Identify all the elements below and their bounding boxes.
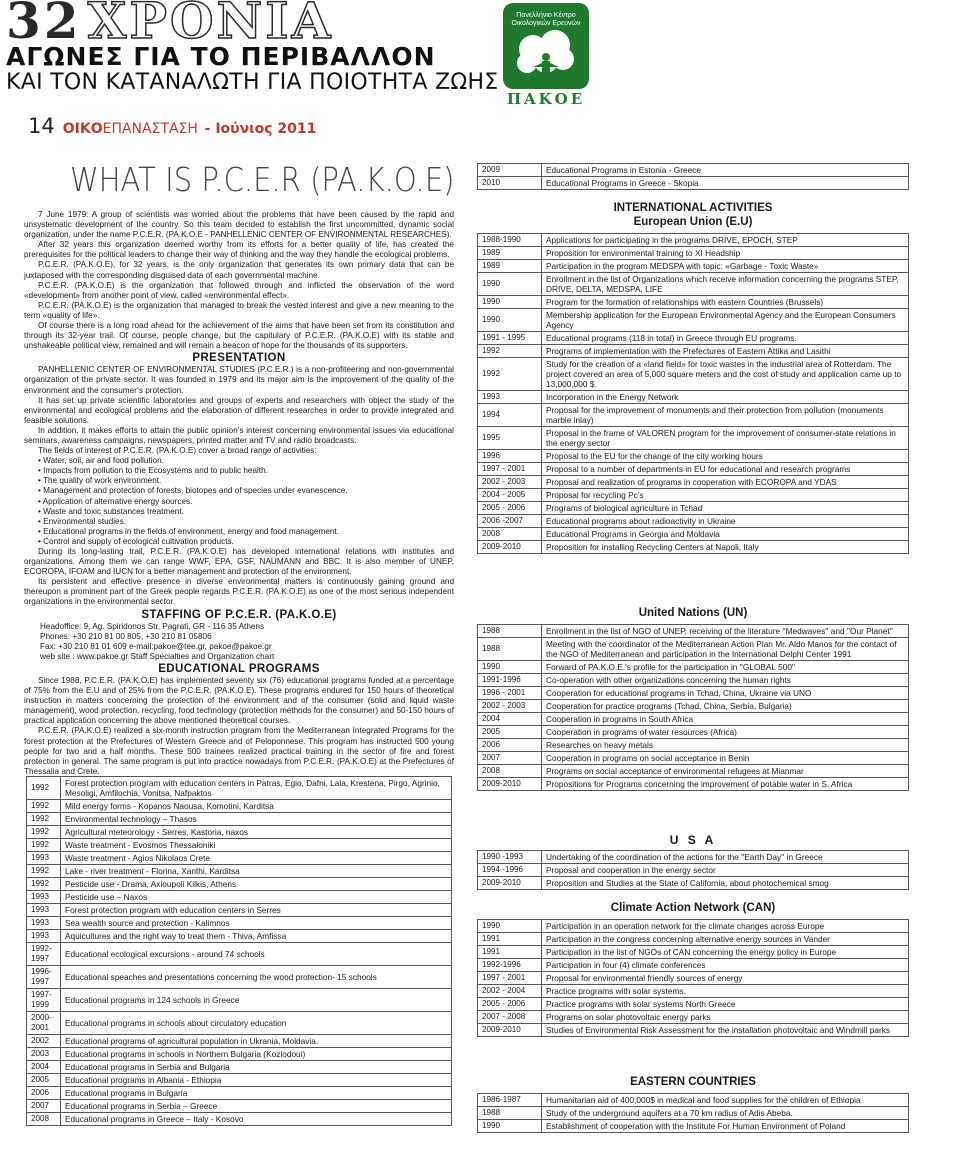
usa-heading: U S A [669, 833, 717, 847]
year-cell: 1990 [478, 1120, 542, 1133]
paragraph: In addition, it makes efforts to attain the public opinion’s interest concerning environmental issues via educational seminars, awareness campaigns, newspapers, printed matter and TV and radio broadcasts. [24, 425, 454, 445]
table-row [478, 1120, 909, 1133]
table-row [27, 852, 452, 865]
year-cell: 1990 [478, 309, 542, 332]
years-word: ΧΡΟΝΙΑ [87, 0, 334, 50]
year-cell: 1997-1999 [27, 989, 61, 1012]
bullet-item: • Waste and toxic substances treatment. [38, 506, 184, 516]
description-cell: Mild energy forms - Kopanos Naousa, Komotini, Karditsa [61, 800, 452, 813]
table-row [27, 917, 452, 930]
paragraph: Since 1988, P.C.E.R. (PA.K.O.E) has implemented seventy six (76) educational programs funded at a percentage of 75% from the E.U and of 25% from the P.C.E.R. (PA.K.O.E). These programs endured for 150 hours of theoretical instruction in matters concerning the protection of the environment and of the consumer (solid and liquid waste management), wood protection, recycling, food technology (protection methods for the consumer) and 50-150 hours of practical application concerning the above mentioned theoretical courses. [24, 675, 454, 726]
educational-programs-2009-table [477, 163, 909, 190]
year-cell: 1986-1987 [478, 1094, 542, 1107]
paragraph: After 32 years this organization deemed worthy from its efforts for a better quality of life, has created the prerequisites for the political leaders to change their way of thinking and the way they handle the ecological problems. [24, 240, 454, 260]
eu-activities-table [477, 233, 909, 554]
year-cell: 2009-2010 [478, 778, 542, 791]
year-cell: 1990 [478, 661, 542, 674]
year-cell: 1993 [478, 391, 542, 404]
issue-date: - Ιούνιος 2011 [204, 121, 317, 137]
bullet-item: • Environmental studies. [38, 516, 126, 526]
table-row [478, 345, 909, 358]
description-cell: Undertaking of the coordination of the actions for the ''Earth Day'' in Greece [542, 851, 909, 864]
year-cell: 2007 - 2008 [478, 1011, 542, 1024]
table-row [27, 1061, 452, 1074]
can-activities-table [477, 919, 909, 1037]
year-cell: 2007 [478, 752, 542, 765]
year-cell: 2005 - 2006 [478, 502, 542, 515]
table-row [478, 998, 909, 1011]
year-cell: 1997 - 2001 [478, 463, 542, 476]
description-cell: Humanitarian aid of 400,000$ in medical and food supplies for the children of Ethiopia [542, 1094, 909, 1107]
year-cell: 1989 [478, 247, 542, 260]
description-cell: Educational programs of agricultural population in Ukrania, Moldavia. [61, 1035, 452, 1048]
description-cell: Incorporation in the Energy Network [542, 391, 909, 404]
table-row [27, 943, 452, 966]
table-row [478, 713, 909, 726]
table-row [478, 234, 909, 247]
table-row [27, 1087, 452, 1100]
table-row [27, 930, 452, 943]
article-body [24, 210, 454, 777]
table-row [478, 625, 909, 638]
description-cell: Forest protection program with education centers in Serres [61, 904, 452, 917]
table-row [478, 877, 909, 890]
description-cell: Enrollment in the list of NGO of UNEP, receiving of the literature ''Medwaves'' and ''Our Planet'' [542, 625, 909, 638]
table-row [478, 752, 909, 765]
description-cell: Cooperation for practice programs (Tchad, China, Serbia, Bulgaria) [542, 700, 909, 713]
description-cell: Environmental technology – Thasos [61, 813, 452, 826]
eu-subheading: European Union (E.U) [633, 216, 753, 228]
paragraph: The fields of interest of P.C.E.R. (PA.K.O.E) cover a broad range of activities: [38, 446, 317, 456]
year-cell: 2004 [27, 1061, 61, 1074]
year-cell: 1992 [478, 358, 542, 391]
table-row [478, 1094, 909, 1107]
year-cell: 2009-2010 [478, 541, 542, 554]
eastern-activities-table [477, 1093, 909, 1133]
bullet-item: • Impacts from pollution to the Ecosystems and to public health. [38, 466, 268, 476]
description-cell: Meeting with the coordinator of the Mediterranean Action Plan Mr. Aldo Manos for the contact of the NGO of Mediterranean and participation in the International Delphi Center 1991 [542, 638, 909, 661]
table-row [27, 826, 452, 839]
anniversary-banner [6, 0, 334, 50]
table-row [478, 404, 909, 427]
bullet-item: • Application of alternative energy sources. [38, 496, 193, 506]
description-cell: Proposal to a number of departments in EU for educational and research programs [542, 463, 909, 476]
bullet-item: • Management and protection of forests, biotopes and of species under evanescence. [38, 486, 348, 496]
eastern-heading: EASTERN COUNTRIES [630, 1076, 756, 1088]
table-row [478, 273, 909, 296]
table-row [27, 878, 452, 891]
year-cell: 1991-1996 [478, 674, 542, 687]
year-cell: 2006 [478, 739, 542, 752]
educational-programs-table [26, 776, 452, 1126]
table-row [478, 946, 909, 959]
paragraph: Of course there is a long road ahead for the achievement of the aims that have been set from its constitution and through its 32-year trail. Of course, people change, but the capitulary of P.C.E.R. (PA.K.O.E) with its stable and unshakeable political view, remained and will remain a beacon of hope for the thousands of its supporters. [24, 321, 454, 351]
year-cell: 1990 [478, 296, 542, 309]
section-heading-presentation: PRESENTATION [192, 352, 286, 365]
description-cell: Participation in the program MEDSPA with topic: «Garbage - Toxic Waste» [542, 260, 909, 273]
header-slogan-1: ΑΓΩΝΕΣ ΓΙΑ ΤΟ ΠΕΡΙΒΑΛΛΟΝ [6, 42, 436, 71]
table-row [478, 260, 909, 273]
year-cell: 2002 - 2004 [478, 985, 542, 998]
description-cell: Proposal for the improvement of monuments and their protection from pollution (monuments marble inlay) [542, 404, 909, 427]
paragraph: P.C.E.R. (PA.K.O.E) is the organization that managed to break the vested interest and give a new meaning to the term «quality of life». [24, 300, 454, 320]
issue-line [28, 114, 316, 138]
year-cell: 2009-2010 [478, 1024, 542, 1037]
year-cell: 2006 -2007 [478, 515, 542, 528]
year-cell: 1992-1996 [478, 959, 542, 972]
description-cell: Practice programs with solar systems North Greece [542, 998, 909, 1011]
section-heading-staffing: STAFFING OF P.C.E.R. (PA.K.O.E) [141, 608, 337, 621]
year-cell: 1992 [478, 345, 542, 358]
description-cell: Establishment of cooperation with the Institute For Human Environment of Poland [542, 1120, 909, 1133]
table-row [478, 309, 909, 332]
description-cell: Applications for participating in the programs DRIVE, EPOCH, STEP [542, 234, 909, 247]
table-row [478, 933, 909, 946]
logo-name: ΠΑΚΟΕ [506, 90, 586, 108]
table-row [478, 332, 909, 345]
year-cell: 2005 [478, 726, 542, 739]
year-cell: 1992 [27, 813, 61, 826]
table-row [478, 450, 909, 463]
usa-activities-table [477, 850, 909, 890]
description-cell: Participation in an operation network for the climate changes across Europe [542, 920, 909, 933]
description-cell: Cooperation in programs of water resources (Africa) [542, 726, 909, 739]
year-cell: 1989 [478, 260, 542, 273]
year-cell: 2009-2010 [478, 877, 542, 890]
year-cell: 1997 - 2001 [478, 972, 542, 985]
description-cell: Educational programs in schools about circulatory education [61, 1012, 452, 1035]
description-cell: Researches on heavy metals [542, 739, 909, 752]
paragraph: During its long-lasting trail, P.C.E.R. (PA.K.O.E) has developed international relations with institutes and organizations. Among them we can range WWF, EPA, GSF, NAUMANN and BBC. It is also member of UNEP, ECOROPA, IFOAM and IUCN for a better management and protection of the environment. [24, 547, 454, 577]
year-cell: 2006 [27, 1087, 61, 1100]
bullet-item: • Control and supply of ecological cultivation products. [38, 536, 234, 546]
description-cell: Educational speaches and presentations concerning the wood protection- 15 schools [61, 966, 452, 989]
table-row [27, 1113, 452, 1126]
description-cell: Program for the formation of relationships with eastern Countries (Brussels) [542, 296, 909, 309]
table-row [27, 1100, 452, 1113]
year-cell: 1993 [27, 917, 61, 930]
table-row [478, 463, 909, 476]
year-cell: 1992 [27, 839, 61, 852]
description-cell: Participation in the congress concerning alternative energy sources in Vander [542, 933, 909, 946]
table-row [27, 1035, 452, 1048]
description-cell: Proposal in the frame of VALOREN program for the improvement of consumer-state relations in the energy sector [542, 427, 909, 450]
description-cell: Pesticide use - Drama, Axioupoli Kilkis, Athens [61, 878, 452, 891]
year-cell: 2000-2001 [27, 1012, 61, 1035]
table-row [27, 904, 452, 917]
description-cell: Practice programs with solar systems. [542, 985, 909, 998]
year-cell: 2008 [27, 1113, 61, 1126]
description-cell: Programs on social acceptance of environmental refugees at Mianmar [542, 765, 909, 778]
year-cell: 1991 - 1995 [478, 332, 542, 345]
table-row [27, 891, 452, 904]
year-cell: 1988 [478, 625, 542, 638]
table-row [478, 778, 909, 791]
table-row [478, 502, 909, 515]
intl-activities-heading: INTERNATIONAL ACTIVITIES [613, 202, 773, 214]
description-cell: Educational programs in 124 schools in Greece [61, 989, 452, 1012]
header-slogan-2: ΚΑΙ ΤΟΝ ΚΑΤΑΝΑΛΩΤΗ ΓΙΑ ΠΟΙΟΤΗΤΑ ΖΩΗΣ [6, 70, 499, 95]
paragraph: P.C.E.R. (PA.K.O.E) realized a six-month instruction program from the Mediterranean Integrated Programs for the forest protection at the Prefectures of Western Greece and of Peloponnese. This program has instructed 500 young people for two and a half months. These 500 trainees realized practical training in the sector of fire and forest protection in general. The same program is put into practice nowadays from P.C.E.R. (PA.K.O.E) at the Prefectures of Thessalia and Crete. [24, 726, 454, 776]
year-cell: 1992-1997 [27, 943, 61, 966]
contact-phones: Phones: +30 210 81 00 805, +30 210 81 05806 [40, 631, 212, 641]
logo-text: Πανελλήνιο Κέντρο Οικολογικών Ερευνών [511, 12, 581, 27]
year-cell: 1988 [478, 638, 542, 661]
paragraph: 7 June 1979: A group of scientists was worried about the problems that have been caused by the rapid and unsystematic development of the country. So this team decided to establish the first uncommitted, dynamic social organization, under the name P.C.E.R. (PA.K.O.E - PANHELLENIC CENTER OF ENVIRONMENTAL RESEARCHES). [24, 210, 454, 240]
description-cell: Educational Programs in Georgia and Moldavia [542, 528, 909, 541]
table-row [27, 813, 452, 826]
year-cell: 1992 [27, 826, 61, 839]
year-cell: 2007 [27, 1100, 61, 1113]
description-cell: Proposal and realization of programs in cooperation with ECOROPA and YDAS [542, 476, 909, 489]
year-cell: 1993 [27, 904, 61, 917]
year-cell: 1992 [27, 878, 61, 891]
table-row [478, 687, 909, 700]
year-cell: 1993 [27, 930, 61, 943]
un-activities-table [477, 624, 909, 791]
contact-website: web site : www.pakoe.gr Staff Specialties and Organization chart [40, 651, 275, 661]
logo-emblem [503, 3, 589, 89]
description-cell: Cooperation for educational programs in Tchad, China, Ukraine via UNO [542, 687, 909, 700]
year-cell: 1993 [27, 891, 61, 904]
table-row [478, 1011, 909, 1024]
description-cell: Educational programs in Greece – Italy - Kosovo [61, 1113, 452, 1126]
description-cell: Forest protection program with education centers in Patras, Egio, Dafni, Lala, Krestena, Pirgo, Agrinio, Mesoligi, Amfilochia, Vonitsa, Nafpaktos [61, 777, 452, 800]
year-cell: 2004 [478, 713, 542, 726]
year-cell: 2002 - 2003 [478, 476, 542, 489]
year-cell: 1991 [478, 933, 542, 946]
table-row [478, 177, 909, 190]
description-cell: Pesticide use – Naxos [61, 891, 452, 904]
contact-block [24, 622, 454, 662]
description-cell: Educational Programs in Estonia - Greece [542, 164, 909, 177]
year-cell: 1990 -1993 [478, 851, 542, 864]
table-row [478, 358, 909, 391]
description-cell: Educational ecological excursions - around 74 schools [61, 943, 452, 966]
description-cell: Studies of Environmental Risk Assessment for the installation photovoltaic and Windmill parks [542, 1024, 909, 1037]
table-row [27, 777, 452, 800]
description-cell: Membership application for the European Environmental Agency and the European Consumers Agency [542, 309, 909, 332]
year-cell: 1993 [27, 852, 61, 865]
table-row [478, 638, 909, 661]
description-cell: Proposal for recycling Pc’s [542, 489, 909, 502]
description-cell: Agricultural meteorology - Serres, Kastoria, naxos [61, 826, 452, 839]
year-cell: 1996 - 2001 [478, 687, 542, 700]
section-heading-educational: EDUCATIONAL PROGRAMS [158, 662, 320, 675]
description-cell: Proposition for installing Recycling Centers at Napoli, Italy [542, 541, 909, 554]
description-cell: Proposal and cooperation in the energy sector [542, 864, 909, 877]
article-title: WHAT IS P.C.E.R (PA.K.O.E) [70, 160, 455, 199]
description-cell: Proposition and Studies at the State of California, about photochemical smog [542, 877, 909, 890]
paragraph: P.C.E.R. (PA.K.O.E), for 32 years, is the only organization that generates its own primary data that can be juxtaposed with the corresponding disguised data of each governmental machine. [24, 260, 454, 280]
table-row [478, 959, 909, 972]
description-cell: Educational programs in Serbia and Bulgaria [61, 1061, 452, 1074]
year-cell: 1995 [478, 427, 542, 450]
table-row [478, 1024, 909, 1037]
description-cell: Waste treatment - Evosmos Thessaloniki [61, 839, 452, 852]
description-cell: Co-operation with other organizations concerning the human rights [542, 674, 909, 687]
year-cell: 2008 [478, 528, 542, 541]
contact-address: Headoffice: 9, Ag. Spiridonos Str, Pagrati, GR - 116 35 Athens [40, 621, 265, 631]
description-cell: Proposition for environmental training to XI Headship [542, 247, 909, 260]
description-cell: Participation in four (4) climate conferences [542, 959, 909, 972]
magazine-name-rest: ΕΠΑΝΑΣΤΑΣΗ [102, 121, 198, 137]
description-cell: Programs of implementation with the Prefectures of Eastern Attika and Lasithi [542, 345, 909, 358]
year-cell: 2008 [478, 765, 542, 778]
year-cell: 2010 [478, 177, 542, 190]
tree-icon [511, 27, 581, 87]
year-cell: 1988 [478, 1107, 542, 1120]
year-cell: 1996-1997 [27, 966, 61, 989]
table-row [27, 966, 452, 989]
description-cell: Propositions for Programs concerning the improvement of potable water in S. Africa [542, 778, 909, 791]
description-cell: Programs of biological agriculture in Tchad [542, 502, 909, 515]
description-cell: Cooperation in programs on social acceptance in Benin [542, 752, 909, 765]
page-header [0, 0, 960, 108]
table-row [27, 1012, 452, 1035]
paragraph: P.C.E.R. (PA.K.O.E) is the organization that followed through and inflicted the observation of the word «development» from another point of view, called «environmental effect». [24, 280, 454, 300]
year-cell: 2003 [27, 1048, 61, 1061]
description-cell: Study of the underground aquifers at a 70 km radius of Adis Abeba. [542, 1107, 909, 1120]
table-row [478, 1107, 909, 1120]
year-cell: 1992 [27, 865, 61, 878]
description-cell: Educational programs (118 in total) in Greece through EU programs. [542, 332, 909, 345]
table-row [478, 920, 909, 933]
year-cell: 1991 [478, 946, 542, 959]
description-cell: Educational programs about radioactivity in Ukraine [542, 515, 909, 528]
year-cell: 1990 [478, 920, 542, 933]
table-row [27, 800, 452, 813]
year-cell: 1994 -1996 [478, 864, 542, 877]
table-row [478, 247, 909, 260]
description-cell: Educational Programs in Greece - Skopia [542, 177, 909, 190]
description-cell: Educational programs in Serbia – Greece [61, 1100, 452, 1113]
year-cell: 1992 [27, 800, 61, 813]
description-cell: Proposal for environmental friendly sources of energy [542, 972, 909, 985]
page-number: 14 [28, 114, 55, 138]
table-row [478, 541, 909, 554]
description-cell: Study for the creation of a «land field» for toxic wastes in the industrial area of Rotterdam. The project covered an area of 5,000 square meters and the cost of study and application came up to 13,000,000 $. [542, 358, 909, 391]
table-row [478, 296, 909, 309]
year-cell: 1992 [27, 777, 61, 800]
paragraph: PANHELLENIC CENTER OF ENVIRONMENTAL STUDIES (P.C.E.R.) is a non-profiteering and non-governmental organization of the private sector. It was founded in 1979 and its major aim is the improvement of the quality of the environment and the consumer’s protection. [24, 365, 454, 395]
description-cell: Lake - river treatment - Florina, Xanthi, Karditsa [61, 865, 452, 878]
table-row [478, 739, 909, 752]
year-cell: 2002 - 2003 [478, 700, 542, 713]
table-row [478, 476, 909, 489]
description-cell: Participation in the list of NGOs of CAN concerning the energy policy in Europe [542, 946, 909, 959]
year-cell: 1994 [478, 404, 542, 427]
table-row [478, 661, 909, 674]
description-cell: Educational programs in schools in Northern Bulgaria (Kozlodoui) [61, 1048, 452, 1061]
table-row [478, 985, 909, 998]
contact-fax-email: Fax: +30 210 81 01 609 e-mail:pakoe@tee.gr, pakoe@pakoe.gr [40, 641, 272, 651]
table-row [478, 972, 909, 985]
table-row [478, 427, 909, 450]
description-cell: Enrollment in the list of Organizations which receive information concerning the programs STEP, DRIVE, DELTA, MEDSPA, LIFE [542, 273, 909, 296]
bullet-item: • Water, soil, air and food pollution. [38, 456, 164, 466]
magazine-name-bold: ΟΙΚΟ [62, 121, 103, 137]
table-row [27, 1074, 452, 1087]
table-row [27, 865, 452, 878]
un-heading: United Nations (UN) [638, 607, 748, 619]
table-row [478, 864, 909, 877]
year-cell: 2004 - 2005 [478, 489, 542, 502]
description-cell: Educational programs in Bulgaria [61, 1087, 452, 1100]
table-row [478, 489, 909, 502]
table-row [478, 765, 909, 778]
paragraph: It has set up private scientific laboratories and groups of experts and researchers with object the study of the environmental and ecological problems and the elaboration of different researches in order to provide integrated and feasible solutions. [24, 395, 454, 425]
year-cell: 2005 [27, 1074, 61, 1087]
table-row [478, 391, 909, 404]
table-row [478, 515, 909, 528]
table-row [478, 674, 909, 687]
description-cell: Sea wealth source and protection - Kalimnos [61, 917, 452, 930]
paragraph: Its persistent and effective presence in diverse environmental matters is continuously gaining ground and thereupon a prominent part of the Greek people regards P.C.E.R. (PA.K.O.E) as one of the most serious independent organizations in the environmental sector. [24, 577, 454, 607]
description-cell: Aquicultures and the right way to treat them - Thiva, Amfissa [61, 930, 452, 943]
table-row [478, 851, 909, 864]
description-cell: Proposal to the EU for the change of the city working hours [542, 450, 909, 463]
table-row [27, 989, 452, 1012]
year-cell: 2005 - 2006 [478, 998, 542, 1011]
description-cell: Cooperation in programs in South Africa [542, 713, 909, 726]
bullet-item: • Educational programs in the fields of environment, energy and food management. [38, 526, 339, 536]
year-cell: 2009 [478, 164, 542, 177]
pakoe-logo [503, 3, 589, 109]
description-cell: Programs on solar photovoltaic energy parks [542, 1011, 909, 1024]
table-row [478, 700, 909, 713]
year-cell: 1996 [478, 450, 542, 463]
table-row [478, 164, 909, 177]
year-cell: 1988-1990 [478, 234, 542, 247]
years-number: 32 [6, 0, 82, 50]
can-heading: Climate Action Network (CAN) [610, 902, 776, 914]
table-row [27, 1048, 452, 1061]
description-cell: Educational programs in Albania - Ethiopia [61, 1074, 452, 1087]
table-row [27, 839, 452, 852]
table-row [478, 726, 909, 739]
year-cell: 1990 [478, 273, 542, 296]
bullet-item: • The quality of work environment. [38, 476, 162, 486]
description-cell: Forward of PA.K.O.E.'s profile for the participation in ''GLOBAL 500'' [542, 661, 909, 674]
table-row [478, 528, 909, 541]
description-cell: Waste treatment - Agios Nikolaos Crete [61, 852, 452, 865]
year-cell: 2002 [27, 1035, 61, 1048]
